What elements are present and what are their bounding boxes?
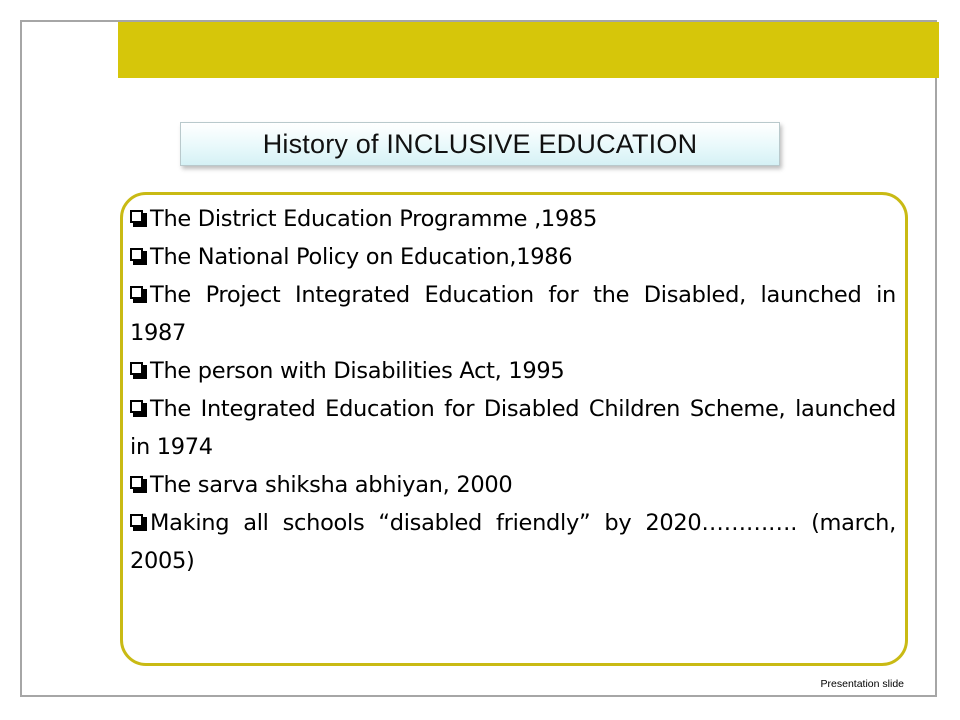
list-item [130, 504, 896, 580]
list-item-text: The Integrated Education for Disabled Children Scheme, launched in 1974 [130, 396, 896, 460]
checkbox-icon [130, 400, 147, 417]
list-item [130, 390, 896, 466]
checkbox-icon [130, 362, 147, 379]
list-item-text: Making all schools “disabled friendly” by 2020…………. (march, 2005) [130, 510, 896, 574]
title-box [180, 122, 780, 166]
bullet-list [130, 200, 896, 580]
list-item [130, 200, 896, 238]
list-item [130, 238, 896, 276]
slide-title: History of INCLUSIVE EDUCATION [262, 128, 698, 159]
list-item-text: The sarva shiksha abhiyan, 2000 [150, 472, 513, 498]
footer-label: Presentation slide [820, 678, 904, 690]
list-item [130, 466, 896, 504]
checkbox-icon [130, 514, 147, 531]
list-item-text: The District Education Programme ,1985 [150, 206, 597, 232]
list-item-text: The National Policy on Education,1986 [150, 244, 573, 270]
checkbox-icon [130, 286, 147, 303]
list-item-text: The Project Integrated Education for the Disabled, launched in 1987 [130, 282, 896, 346]
list-item-text: The person with Disabilities Act, 1995 [150, 358, 565, 384]
list-item [130, 276, 896, 352]
checkbox-icon [130, 248, 147, 265]
checkbox-icon [130, 210, 147, 227]
list-item [130, 352, 896, 390]
checkbox-icon [130, 476, 147, 493]
header-accent-band [118, 22, 939, 78]
